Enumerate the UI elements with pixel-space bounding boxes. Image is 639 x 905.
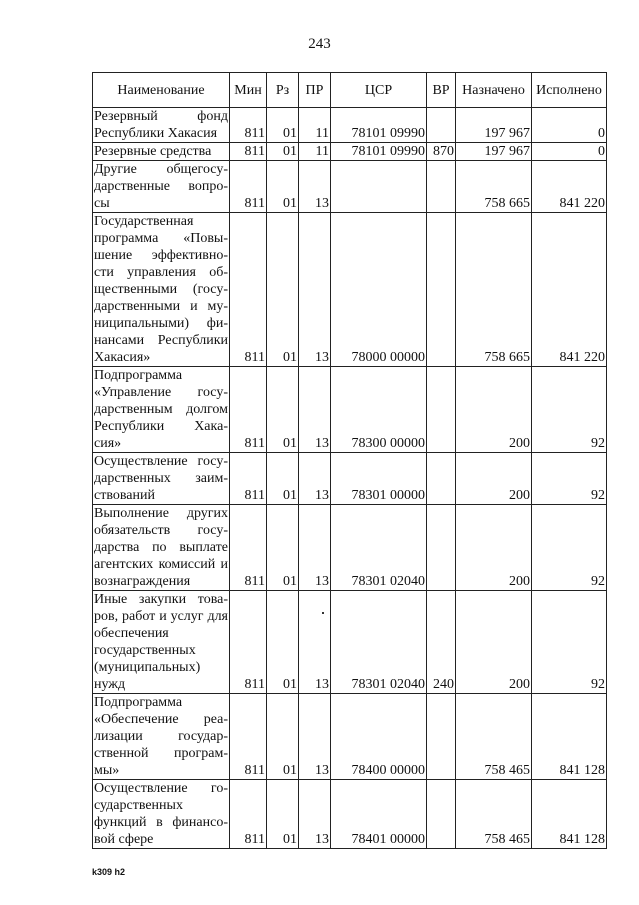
row-pr-cell: 13 [299,505,331,591]
table-row [93,780,607,849]
row-name-cell: Осуществление го-сударственных функций в финансо-вой сфере [94,781,228,847]
row-pr-cell: 13 [299,780,331,849]
row-assigned-cell: 197 967 [456,108,532,143]
row-min-cell: 811 [230,108,267,143]
row-min-cell: 811 [230,591,267,694]
row-min-cell: 811 [230,780,267,849]
row-executed-cell: 0 [532,143,607,161]
row-vr-cell [427,694,456,780]
row-assigned-cell: 758 665 [456,213,532,367]
row-min-cell: 811 [230,213,267,367]
column-header-vr: ВР [427,73,456,108]
row-rz-cell: 01 [267,505,299,591]
table-row [93,143,607,161]
table-row [93,367,607,453]
row-vr-cell [427,780,456,849]
row-name-cell: Выполнение других обязательств госу-дарства по выплате агентских комиссий и вознаграждения [94,506,228,589]
row-name-cell: Резервный фонд Республики Хакасия [94,109,228,141]
row-name-cell: Иные закупки това-ров, работ и услуг для обеспечения государственных (муниципальных) нужд [94,592,228,692]
column-header-rz: Рз [267,73,299,108]
table-row [93,453,607,505]
row-csr-cell: 78301 02040 [331,505,427,591]
row-assigned-cell: 200 [456,453,532,505]
row-rz-cell: 01 [267,694,299,780]
row-name-cell: Подпрограмма «Управление госу-дарственным долгом Республики Хака-сия» [94,368,228,451]
row-csr-cell: 78000 00000 [331,213,427,367]
row-executed-cell: 841 220 [532,161,607,213]
row-vr-cell: 240 [427,591,456,694]
row-vr-cell [427,367,456,453]
row-pr-cell: 11 [299,143,331,161]
row-executed-cell: 841 128 [532,694,607,780]
row-csr-cell: 78300 00000 [331,367,427,453]
row-name-cell: Другие общегосу-дарственные вопро-сы [94,162,228,211]
column-header-name: Наименование [93,73,230,108]
scan-speck [322,612,324,614]
row-pr-cell: 11 [299,108,331,143]
column-header-executed: Исполнено [532,73,607,108]
row-csr-cell: 78400 00000 [331,694,427,780]
row-vr-cell [427,108,456,143]
table-header-row [93,73,607,108]
page-number: 243 [308,36,331,52]
row-vr-cell: 870 [427,143,456,161]
row-vr-cell [427,505,456,591]
table-row [93,213,607,367]
row-assigned-cell: 200 [456,505,532,591]
row-rz-cell: 01 [267,453,299,505]
row-csr-cell: 78301 00000 [331,453,427,505]
row-name-cell: Подпрограмма «Обеспечение реа-лизации государ-ственной програм-мы» [94,695,228,778]
row-vr-cell [427,453,456,505]
table-row [93,161,607,213]
footer-code: k309 h2 [92,867,126,877]
budget-table [92,72,607,849]
column-header-assigned: Назначено [456,73,532,108]
table-row [93,591,607,694]
row-name-cell: Осуществление госу-дарственных заим-ствований [94,454,228,503]
row-min-cell: 811 [230,505,267,591]
row-executed-cell: 92 [532,453,607,505]
row-executed-cell: 92 [532,591,607,694]
row-executed-cell: 841 220 [532,213,607,367]
row-vr-cell [427,213,456,367]
row-rz-cell: 01 [267,143,299,161]
row-name-cell: Государственная программа «Повы-шение эффективно-сти управления об-щественными (госу-дарственными и му-ниципальными) фи-нансами Республики Хакасия» [94,214,228,365]
row-name-cell: Резервные средства [93,143,230,161]
row-min-cell: 811 [230,367,267,453]
table-row [93,108,607,143]
row-csr-cell [331,161,427,213]
row-assigned-cell: 200 [456,367,532,453]
row-executed-cell: 92 [532,367,607,453]
row-pr-cell: 13 [299,591,331,694]
row-executed-cell: 92 [532,505,607,591]
row-min-cell: 811 [230,694,267,780]
row-rz-cell: 01 [267,161,299,213]
table-row [93,694,607,780]
row-pr-cell: 13 [299,453,331,505]
row-assigned-cell: 758 465 [456,780,532,849]
row-min-cell: 811 [230,143,267,161]
column-header-csr: ЦСР [331,73,427,108]
row-csr-cell: 78301 02040 [331,591,427,694]
column-header-min: Мин [230,73,267,108]
row-rz-cell: 01 [267,108,299,143]
row-pr-cell: 13 [299,367,331,453]
row-rz-cell: 01 [267,591,299,694]
row-pr-cell: 13 [299,213,331,367]
row-assigned-cell: 758 465 [456,694,532,780]
row-min-cell: 811 [230,161,267,213]
row-pr-cell: 13 [299,694,331,780]
row-assigned-cell: 758 665 [456,161,532,213]
row-min-cell: 811 [230,453,267,505]
column-header-pr: ПР [299,73,331,108]
row-csr-cell: 78401 00000 [331,780,427,849]
row-csr-cell: 78101 09990 [331,108,427,143]
row-assigned-cell: 197 967 [456,143,532,161]
row-rz-cell: 01 [267,367,299,453]
row-rz-cell: 01 [267,780,299,849]
row-assigned-cell: 200 [456,591,532,694]
row-csr-cell: 78101 09990 [331,143,427,161]
row-rz-cell: 01 [267,213,299,367]
row-pr-cell: 13 [299,161,331,213]
row-executed-cell: 841 128 [532,780,607,849]
row-vr-cell [427,161,456,213]
row-executed-cell: 0 [532,108,607,143]
table-row [93,505,607,591]
